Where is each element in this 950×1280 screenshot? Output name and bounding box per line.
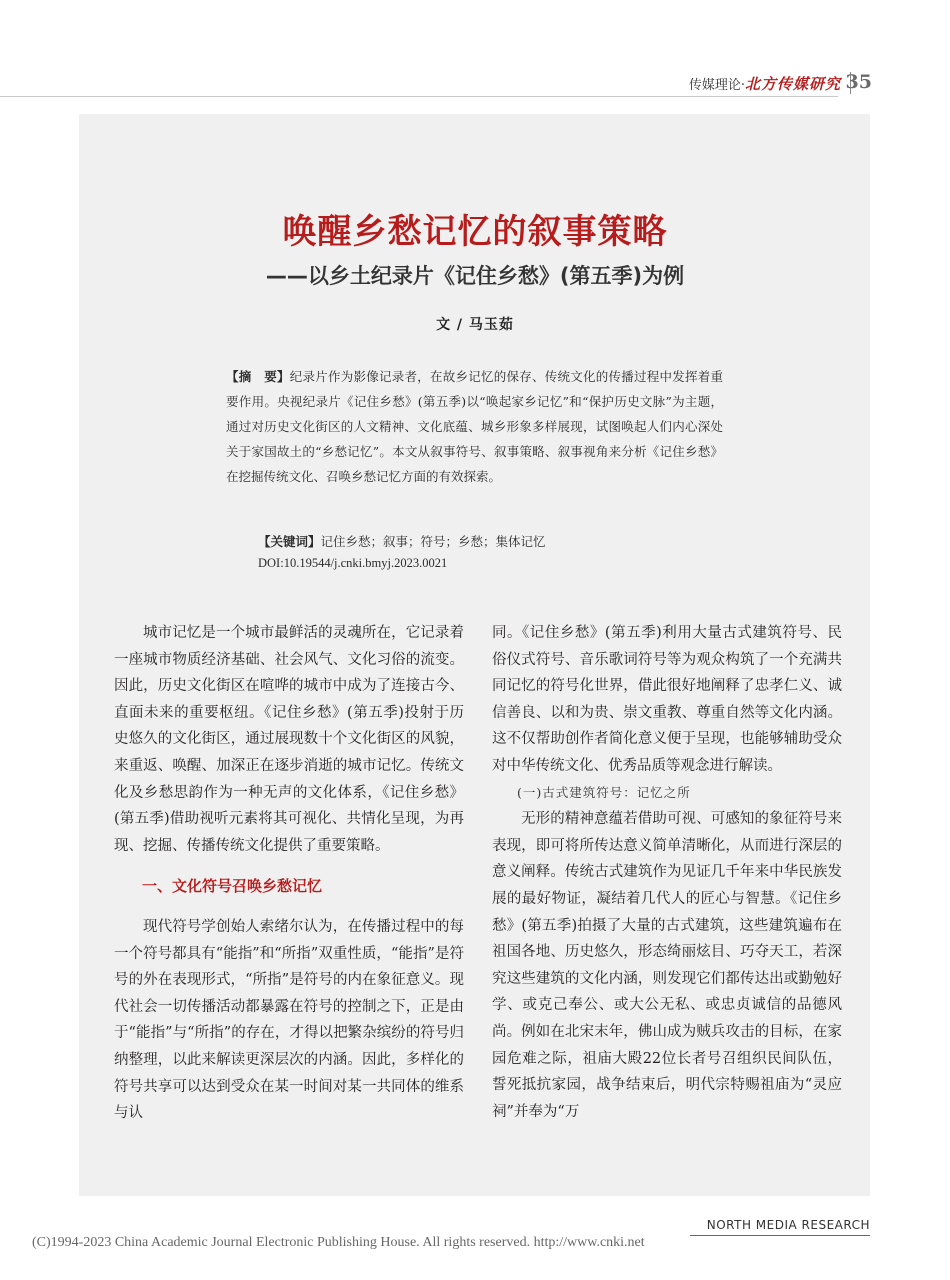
author-line: 文 / 马玉茹 <box>436 317 514 333</box>
abstract-label: 【摘 要】 <box>226 369 290 384</box>
body-column-left <box>114 620 464 1127</box>
abstract-text: 纪录片作为影像记录者，在故乡记忆的保存、传统文化的传播过程中发挥着重要作用。央视纪录片《记住乡愁》(第五季)以“唤起家乡记忆”和“保护历史文脉”为主题，通过对历史文化街区的人文精神、文化底蕴、城乡形象多样展现，试图唤起人们内心深处关于家国故土的“乡愁记忆”。本文从叙事符号、叙事策略、叙事视角来分析《记住乡愁》在挖掘传统文化、召唤乡愁记忆方面的有效探索。 <box>226 369 723 484</box>
keywords-label: 【关键词】 <box>258 534 321 549</box>
page-number: 35 <box>845 71 872 93</box>
section-heading: 一、文化符号召唤乡愁记忆 <box>142 877 323 896</box>
abstract <box>226 364 723 489</box>
header-section: 传媒理论· <box>688 77 745 93</box>
footer-journal-name: NORTH MEDIA RESEARCH <box>706 1218 870 1232</box>
body-paragraph: 无形的精神意蕴若借助可视、可感知的象征符号来表现，即可将所传达意义简单清晰化，从而进行深层的意义阐释。传统古式建筑作为见证几千年来中华民族发展的最好物证，凝结着几代人的匠心与智慧。《记住乡愁》(第五季)拍摄了大量的古式建筑，这些建筑遍布在祖国各地、历史悠久，形态绮丽炫目、巧夺天工，若深究这些建筑的文化内涵，则发现它们都传达出或勤勉好学、或克己奉公、或大公无私、或忠贞诚信的品德风尚。例如在北宋末年，佛山成为贼兵攻击的目标，在家园危难之际，祖庙大殿22位长者号召组织民间队伍，誓死抵抗家园，战争结束后，明代宗特赐祖庙为“灵应祠”并奉为“万 <box>492 811 842 1120</box>
body-paragraph: 城市记忆是一个城市最鲜活的灵魂所在，它记录着一座城市物质经济基础、社会风气、文化习俗的流变。因此，历史文化街区在喧哗的城市中成为了连接古今、直面未来的重要枢纽。《记住乡愁》(第五季)投射于历史悠久的文化街区，通过展现数十个文化街区的风貌，来重返、唤醒、加深正在逐步消逝的城市记忆。传统文化及乡愁思韵作为一种无声的文化体系，《记住乡愁》(第五季)借助视听元素将其可视化、共情化呈现，为再现、挖掘、传播传统文化提供了重要策略。 <box>114 625 464 854</box>
body-paragraph: 同。《记住乡愁》(第五季)利用大量古式建筑符号、民俗仪式符号、音乐歌词符号等为观众构筑了一个充满共同记忆的符号化世界，借此很好地阐释了忠孝仁义、诚信善良、以和为贵、崇文重教、尊重自然等文化内涵。这不仅帮助创作者简化意义便于呈现，也能够辅助受众对中华传统文化、优秀品质等观念进行解读。 <box>492 625 842 774</box>
footer-rule <box>690 1235 870 1236</box>
keywords-text: 记住乡愁；叙事；符号；乡愁；集体记忆 <box>320 534 546 549</box>
subsection-heading: (一)古式建筑符号：记忆之所 <box>517 784 691 800</box>
article-subtitle: ——以乡土纪录片《记住乡愁》(第五季)为例 <box>265 264 685 288</box>
keywords <box>258 529 546 554</box>
article-title: 唤醒乡愁记忆的叙事策略 <box>282 212 668 252</box>
copyright-notice: (C)1994-2023 China Academic Journal Electronic Publishing House. All rights reserved. http://www.cnki.net <box>32 1235 645 1250</box>
body-column-right <box>492 620 842 1125</box>
body-paragraph: 现代符号学创始人索绪尔认为，在传播过程中的每一个符号都具有“能指”和“所指”双重性质，“能指”是符号的外在表现形式，“所指”是符号的内在象征意义。现代社会一切传播活动都暴露在符号的控制之下，正是由于“能指”与“所指”的存在，才得以把繁杂缤纷的符号归纳整理，以此来解读更深层次的内涵。因此，多样化的符号共享可以达到受众在某一时间对某一共同体的维系与认 <box>114 918 464 1122</box>
running-header <box>689 72 858 94</box>
journal-logo: 北方传媒研究 <box>744 74 841 93</box>
doi: DOI:10.19544/j.cnki.bmyj.2023.0021 <box>258 556 448 570</box>
header-rule <box>0 96 838 97</box>
